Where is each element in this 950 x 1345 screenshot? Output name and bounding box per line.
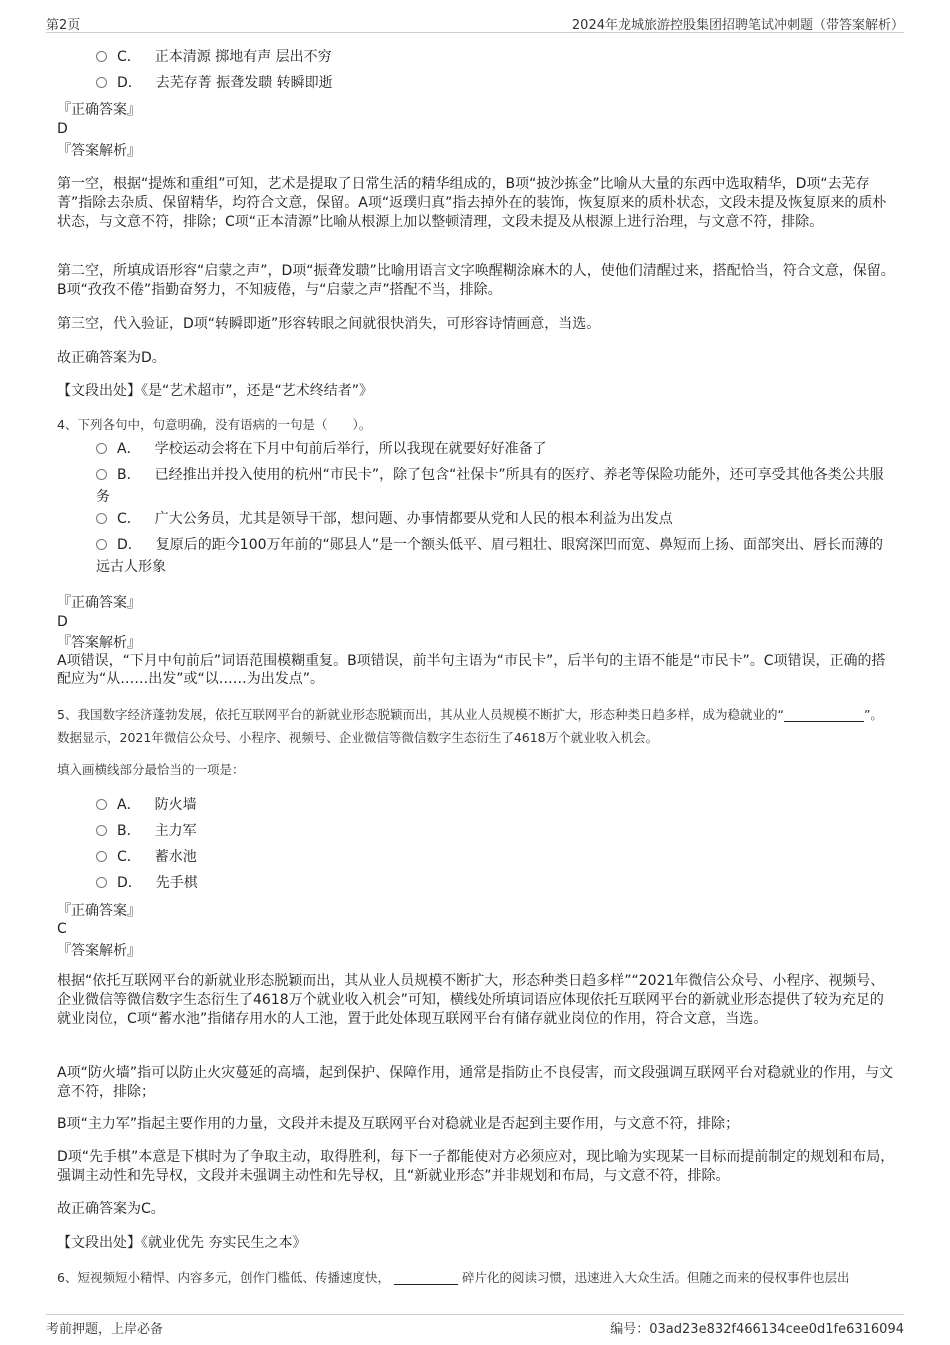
q3-conclusion: 故正确答案为D。 [57,350,166,366]
q3-option-d[interactable]: D． 去芜存菁 振聋发聩 转瞬即逝 [96,72,891,94]
q4-analysis: A项错误，“下月中旬前后”词语范围模糊重复。B项错误，前半句主语为“市民卡”，后半句的主语不能是“市民卡”。C项错误，正确的搭配应为“从……出发”或“以……为出发点”。 [57,653,886,687]
q5-analysis-p2: A项“防火墙”指可以防止火灾蔓延的高墙，起到保护、保障作用，通常是指防止不良侵害，而文段强调互联网平台对稳就业的作用，与文意不符，排除； [57,1065,894,1100]
q4-answer: D [57,614,68,630]
radio-icon[interactable] [96,799,107,810]
fill-blank [784,707,864,722]
q3-analysis-label: 『答案解析』 [57,143,141,159]
q3-analysis-p1: 第一空，根据“提炼和重组”可知，艺术是提取了日常生活的精华组成的，B项“披沙拣金”比喻从大量的东西中选取精华，D项“去芜存菁”指除去杂质、保留精华，均符合文意，保留。A项“返璞归真”指去掉外在的装饰，恢复原来的质朴状态，文段未提及恢复原来的质朴状态，与文意不符，排除；C项“正本清源”比喻从根源上加以整顿清理，文段未提及从根源上进行治理，与文意不符，排除。 [57,176,887,230]
radio-icon[interactable] [96,851,107,862]
page-number: 第2页 [46,18,81,33]
q5-analysis-p4: D项“先手棋”本意是下棋时为了争取主动，取得胜利，每下一子都能使对方必须应对，现比喻为实现某一目标而提前制定的规划和布局，强调主动性和先导权，文段并未强调主动性和先导权，且“新就业形态”并非规划和布局，与文意不符，排除。 [57,1149,895,1184]
q5-option-a[interactable]: A． 防火墙 [96,794,891,816]
q3-analysis-p2: 第二空，所填成语形容“启蒙之声”，D项“振聋发聩”比喻用语言文字唤醒糊涂麻木的人，使他们清醒过来，搭配恰当，符合文意，保留。B项“孜孜不倦”指勤奋努力，不知疲倦，与“启蒙之声”搭配不当，排除。 [57,263,895,298]
q4-analysis-label: 『答案解析』 [57,635,141,651]
page-header [46,12,904,33]
q5-option-d[interactable]: D． 先手棋 [96,872,891,894]
q5-source: 【文段出处】《就业优先 夯实民生之本》 [57,1235,307,1251]
q4-option-a[interactable]: A． 学校运动会将在下月中旬前后举行，所以我现在就要好好准备了 [96,438,891,460]
q3-answer-label: 『正确答案』 [57,102,141,118]
footer-slogan: 考前押题，上岸必备 [46,1322,164,1337]
q4-option-b[interactable]: B． 已经推出并投入使用的杭州“市民卡”，除了包含“社保卡”所具有的医疗、养老等保险功能外，还可享受其他各类公共服务 [96,467,884,505]
q3-source: 【文段出处】《是“艺术超市”，还是“艺术终结者”》 [57,383,374,399]
q4-answer-label: 『正确答案』 [57,595,141,611]
q6-question: 6、短视频短小精悍、内容多元，创作门槛低、传播速度快， 碎片化的阅读习惯，迅速进入大众生活。但随之而来的侵权事件也层出 [57,1270,850,1285]
radio-icon[interactable] [96,513,107,524]
q5-analysis-p3: B项“主力军”指起主要作用的力量，文段并未提及互联网平台对稳就业是否起到主要作用，与文意不符，排除； [57,1116,740,1132]
radio-icon[interactable] [96,877,107,888]
radio-icon[interactable] [96,825,107,836]
page-footer [46,1314,904,1335]
fill-blank [394,1270,458,1285]
q5-question: 5、我国数字经济蓬勃发展，依托互联网平台的新就业形态脱颖而出，其从业人员规模不断扩大，形态种类日趋多样，成为稳就业的“ ”。数据显示，2021年微信公众号、小程序、视频号、企业微信等微信数字生态衍生了4618万个就业收入机会。 [57,707,883,745]
radio-icon[interactable] [96,539,107,550]
radio-icon[interactable] [96,469,107,480]
q3-analysis-p3: 第三空，代入验证，D项“转瞬即逝”形容转眼之间就很快消失，可形容诗情画意，当选。 [57,316,601,332]
radio-icon[interactable] [96,77,107,88]
radio-icon[interactable] [96,443,107,454]
q4-option-d[interactable]: D． 复原后的距今100万年前的“郧县人”是一个额头低平、眉弓粗壮、眼窝深凹而宽、鼻短而上扬、面部突出、唇长而薄的远古人形象 [96,537,884,575]
q4-question: 4、下列各句中，句意明确，没有语病的一句是（ ）。 [57,417,372,432]
q5-conclusion: 故正确答案为C。 [57,1201,165,1217]
q4-option-c[interactable]: C． 广大公务员，尤其是领导干部，想问题、办事情都要从党和人民的根本利益为出发点 [96,508,891,530]
q3-option-c[interactable]: C． 正本清源 掷地有声 层出不穷 [96,46,891,68]
q5-option-b[interactable]: B． 主力军 [96,820,891,842]
q5-prompt: 填入画横线部分最恰当的一项是： [57,762,245,777]
document-code: 编号：03ad23e832f466134cee0d1fe6316094 [610,1322,904,1337]
q5-answer-label: 『正确答案』 [57,903,141,919]
q5-analysis-p1: 根据“依托互联网平台的新就业形态脱颖而出，其从业人员规模不断扩大，形态种类日趋多样”“2021年微信公众号、小程序、视频号、企业微信等微信数字生态衍生了4618万个就业收入机会”可知，横线处所填词语应体现依托互联网平台的新就业形态提供了较为充足的就业岗位，C项“蓄水池”指储存用水的人工池，置于此处体现互联网平台有储存就业岗位的作用，符合文意，当选。 [57,973,885,1027]
document-title: 2024年龙城旅游控股集团招聘笔试冲刺题（带答案解析） [571,18,904,33]
q5-option-c[interactable]: C． 蓄水池 [96,846,891,868]
radio-icon[interactable] [96,51,107,62]
q5-answer: C [57,921,67,937]
q3-answer: D [57,121,68,137]
q5-analysis-label: 『答案解析』 [57,943,141,959]
